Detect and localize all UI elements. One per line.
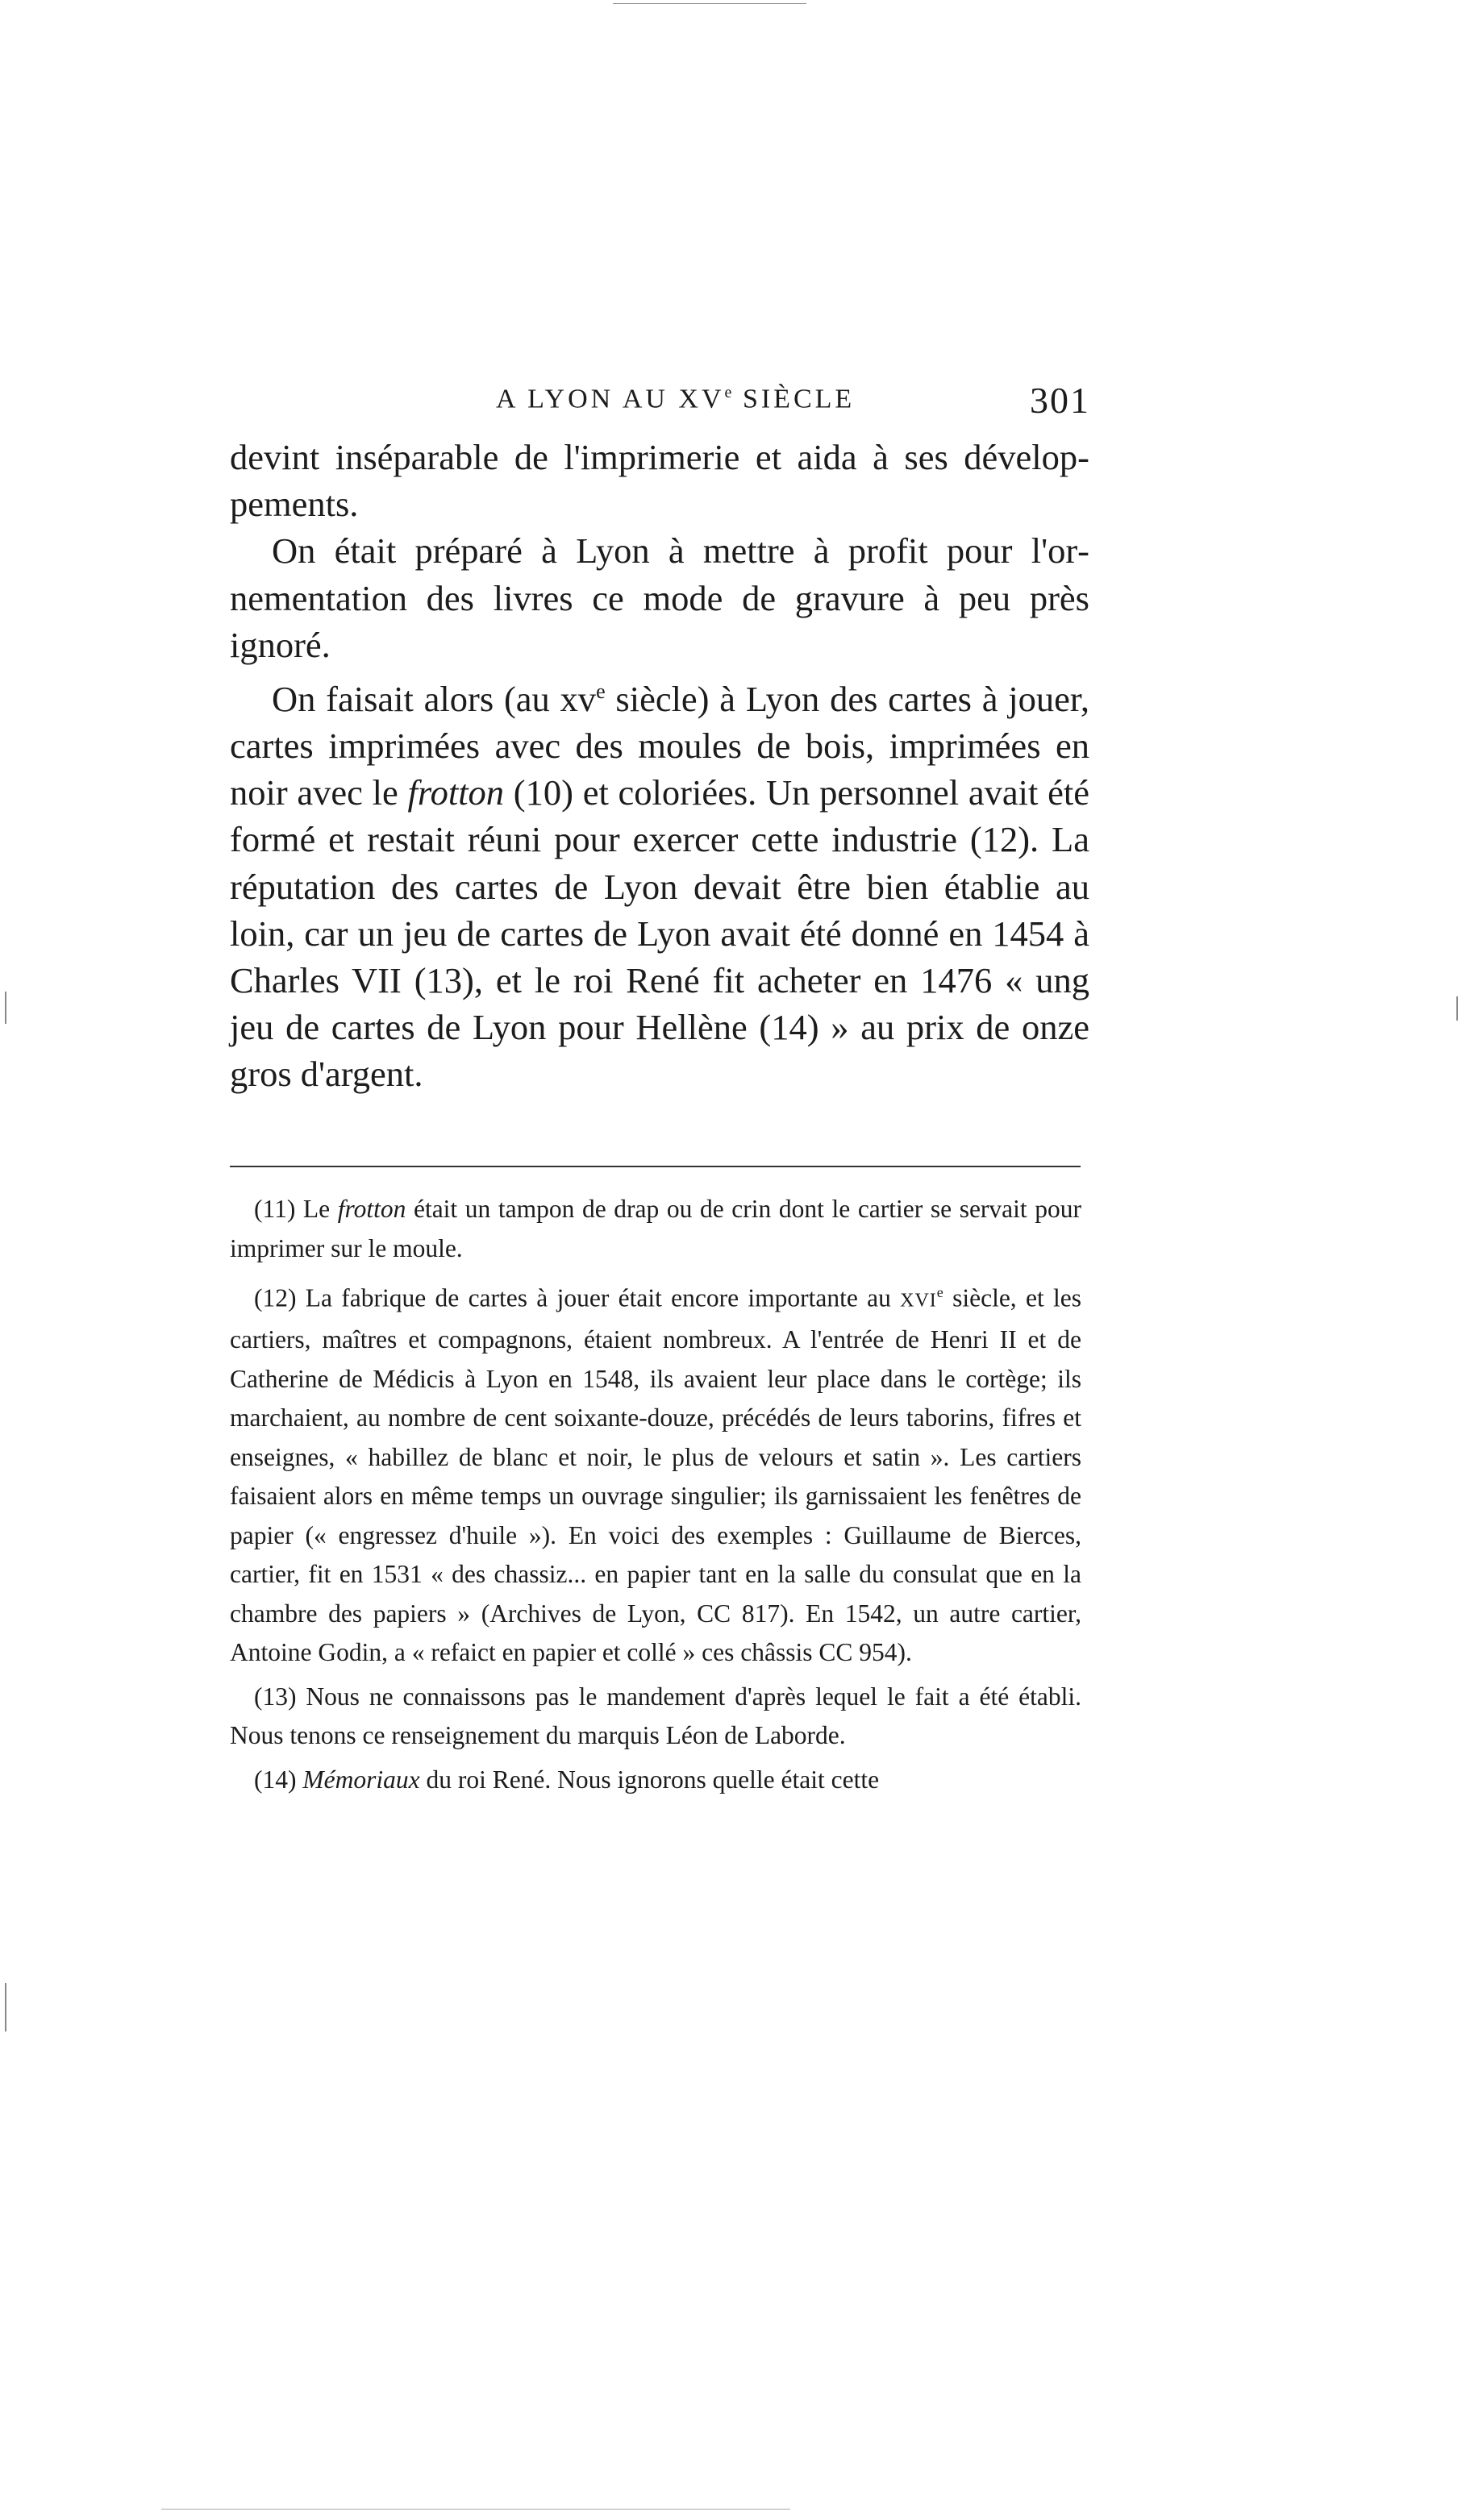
paragraph-3-italic: frotton <box>407 772 505 813</box>
running-title-text: A LYON AU XV <box>496 384 725 414</box>
scan-mark-left-2 <box>5 1983 6 2031</box>
footnotes <box>230 1190 1081 1804</box>
scan-mark-top <box>613 3 806 4</box>
paragraph-3-part-b: siècle) à Lyon des cartes à jouer, cartes imprimées avec des moules de bois, imprimées en noir avec le <box>230 678 1090 813</box>
scan-mark-bottom <box>161 2509 790 2510</box>
footnote-13: (13) Nous ne connaissons pas le mandement d'après lequel le fait a été établi. Nous tenons ce renseignement du marquis Léon de Laborde. <box>230 1682 1081 1749</box>
running-title-end: SIÈCLE <box>732 384 856 414</box>
footnote-12 <box>230 1273 1081 1673</box>
running-title <box>496 384 855 414</box>
footnote-separator <box>230 1166 1081 1167</box>
main-text <box>230 434 1089 1098</box>
footnote-11-part-b: était un tampon de drap ou de crin dont le cartier se servait pour imprimer sur le moule. <box>230 1195 1081 1262</box>
footnote-12-part-b: siècle, et les cartiers, maîtres et compagnons, étaient nombreux. A l'entrée de Henri II et de Catherine de Médicis à Lyon en 1548, ils avaient leur place dans le cortège; ils marchaient, au nombre de cent soixante-douze, précédés de leurs taborins, fifres et enseignes, « habillez de blanc et noir, le plus de velours et satin ». Les cartiers faisaient alors en même temps un ouvrage singulier; ils garnissaient les fenêtres de papier (« engressez d'huile »). En voici des exemples : Guillaume de Bierces, cartier, fit en 1531 « des chassiz... en papier tant en la salle du consulat que en la chambre des papiers » (Archives de Lyon, CC 817). En 1542, un autre cartier, Antoine Godin, a « refaict en papier et collé » ces châssis CC 954). <box>230 1283 1081 1666</box>
paragraph-1: devint inséparable de l'imprimerie et aida à ses développements. <box>230 437 1089 525</box>
scan-mark-left-1 <box>5 992 6 1024</box>
footnote-12-smallcaps: XVI <box>900 1290 937 1312</box>
page-header <box>230 379 1097 427</box>
paragraph-3-sup: e <box>596 680 606 704</box>
footnote-12-sup: e <box>936 1284 943 1300</box>
footnote-14-part-a: (14) <box>254 1765 303 1794</box>
paragraph-3-part-a: On faisait alors (au xv <box>272 678 597 719</box>
scan-mark-right-1 <box>1456 996 1458 1021</box>
paragraph-3 <box>230 668 1089 1098</box>
page-number: 301 <box>1030 380 1090 421</box>
footnote-11 <box>230 1190 1081 1268</box>
paragraph-2: On était préparé à Lyon à mettre à profit pour l'ornementation des livres ce mode de gravure à peu près ignoré. <box>230 530 1089 665</box>
footnote-11-part-a: (11) Le <box>254 1195 338 1223</box>
footnote-14-italic: Mémoriaux <box>302 1765 420 1794</box>
footnote-14 <box>230 1761 1081 1800</box>
footnote-14-part-b: du roi René. Nous ignorons quelle était cette <box>419 1765 880 1794</box>
footnote-12-part-a: (12) La fabrique de cartes à jouer était encore importante au <box>254 1283 901 1312</box>
footnote-11-italic: frotton <box>337 1195 406 1223</box>
paragraph-3-part-c: (10) et coloriées. Un personnel avait été formé et restait réuni pour exercer cette industrie (12). La réputation des cartes de Lyon devait être bien établie au loin, car un jeu de cartes de Lyon avait été donné en 1454 à Charles VII (13), et le roi René fit acheter en 1476 « ung jeu de cartes de Lyon pour Hellène (14) » au prix de onze gros d'argent. <box>230 772 1089 1095</box>
running-title-sup: e <box>724 384 733 401</box>
